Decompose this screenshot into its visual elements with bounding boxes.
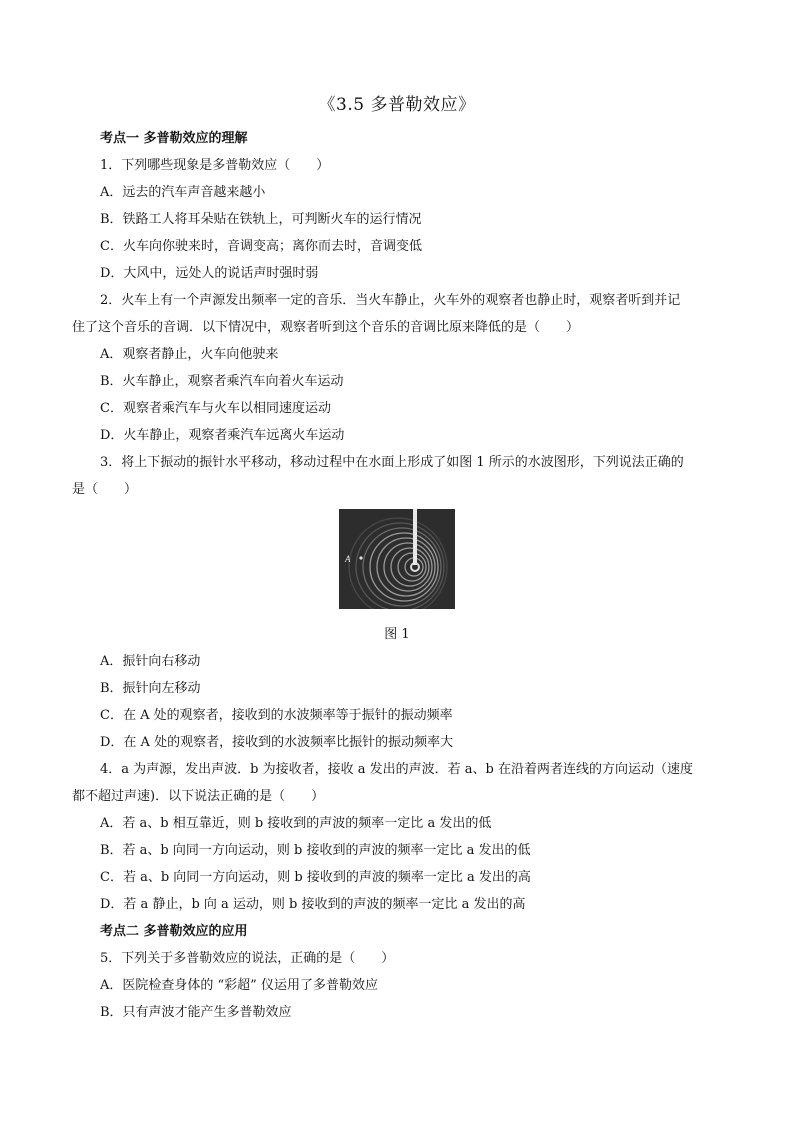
water-wave-image [339,509,455,609]
question-5-stem: 5．下列关于多普勒效应的说法，正确的是（ ） [100,951,395,966]
question-1-option-a: A．远去的汽车声音越来越小 [100,185,266,200]
question-3-option-a: A．振针向右移动 [100,654,201,669]
question-3-option-d: D．在 A 处的观察者，接收到的水波频率比振针的振动频率大 [100,735,454,750]
figure-point-label: A [345,554,351,564]
question-3-option-c: C．在 A 处的观察者，接收到的水波频率等于振针的振动频率 [100,708,453,723]
question-2-stem-line1: 2．火车上有一个声源发出频率一定的音乐．当火车静止，火车外的观察者也静止时，观察者听到并记 [100,293,681,308]
question-3-stem-line2: 是（ ） [72,482,138,497]
question-2-option-d: D．火车静止，观察者乘汽车远离火车运动 [100,428,345,443]
question-4-option-c: C．若 a、b 向同一方向运动，则 b 接收到的声波的频率一定比 a 发出的高 [100,870,531,885]
question-4-stem-line2: 都不超过声速)．以下说法正确的是（ ） [72,789,325,804]
section-heading-1: 考点一 多普勒效应的理解 [100,131,248,146]
question-1-option-b: B．铁路工人将耳朵贴在铁轨上，可判断火车的运行情况 [100,212,422,227]
water-wave-figure [339,509,455,609]
question-1-option-c: C．火车向你驶来时，音调变高；离你而去时，音调变低 [100,239,422,254]
question-1-option-d: D．大风中，远处人的说话声时强时弱 [100,266,319,281]
question-3-option-b: B．振针向左移动 [100,681,201,696]
figure-1-wrapper [72,509,722,613]
figure-1-caption: 图 1 [384,627,410,642]
question-4-option-a: A．若 a、b 相互靠近，则 b 接收到的声波的频率一定比 a 发出的低 [100,816,492,831]
section-heading-2: 考点二 多普勒效应的应用 [100,924,248,939]
question-4-option-d: D．若 a 静止，b 向 a 运动，则 b 接收到的声波的频率一定比 a 发出的高 [100,897,526,912]
question-5-option-a: A．医院检查身体的 “彩超” 仪运用了多普勒效应 [100,978,378,993]
question-3-stem-line1: 3．将上下振动的振针水平移动，移动过程中在水面上形成了如图 1 所示的水波图形，下列说法正确的 [100,455,684,470]
question-2-option-c: C．观察者乘汽车与火车以相同速度运动 [100,401,331,416]
question-5-option-b: B．只有声波才能产生多普勒效应 [100,1005,292,1020]
document-page [72,90,722,1026]
question-2-stem-line2: 住了这个音乐的音调．以下情况中，观察者听到这个音乐的音调比原来降低的是（ ） [72,320,580,335]
question-1-stem: 1．下列哪些现象是多普勒效应（ ） [100,158,330,173]
question-4-option-b: B．若 a、b 向同一方向运动，则 b 接收到的声波的频率一定比 a 发出的低 [100,843,531,858]
question-4-stem-line1: 4．a 为声源，发出声波．b 为接收者，接收 a 发出的声波．若 a、b 在沿着两者连线的方向运动（速度 [100,762,693,777]
page-title: 《3.5 多普勒效应》 [318,95,476,115]
question-2-option-b: B．火车静止，观察者乘汽车向着火车运动 [100,374,344,389]
question-2-option-a: A．观察者静止，火车向他驶来 [100,347,279,362]
